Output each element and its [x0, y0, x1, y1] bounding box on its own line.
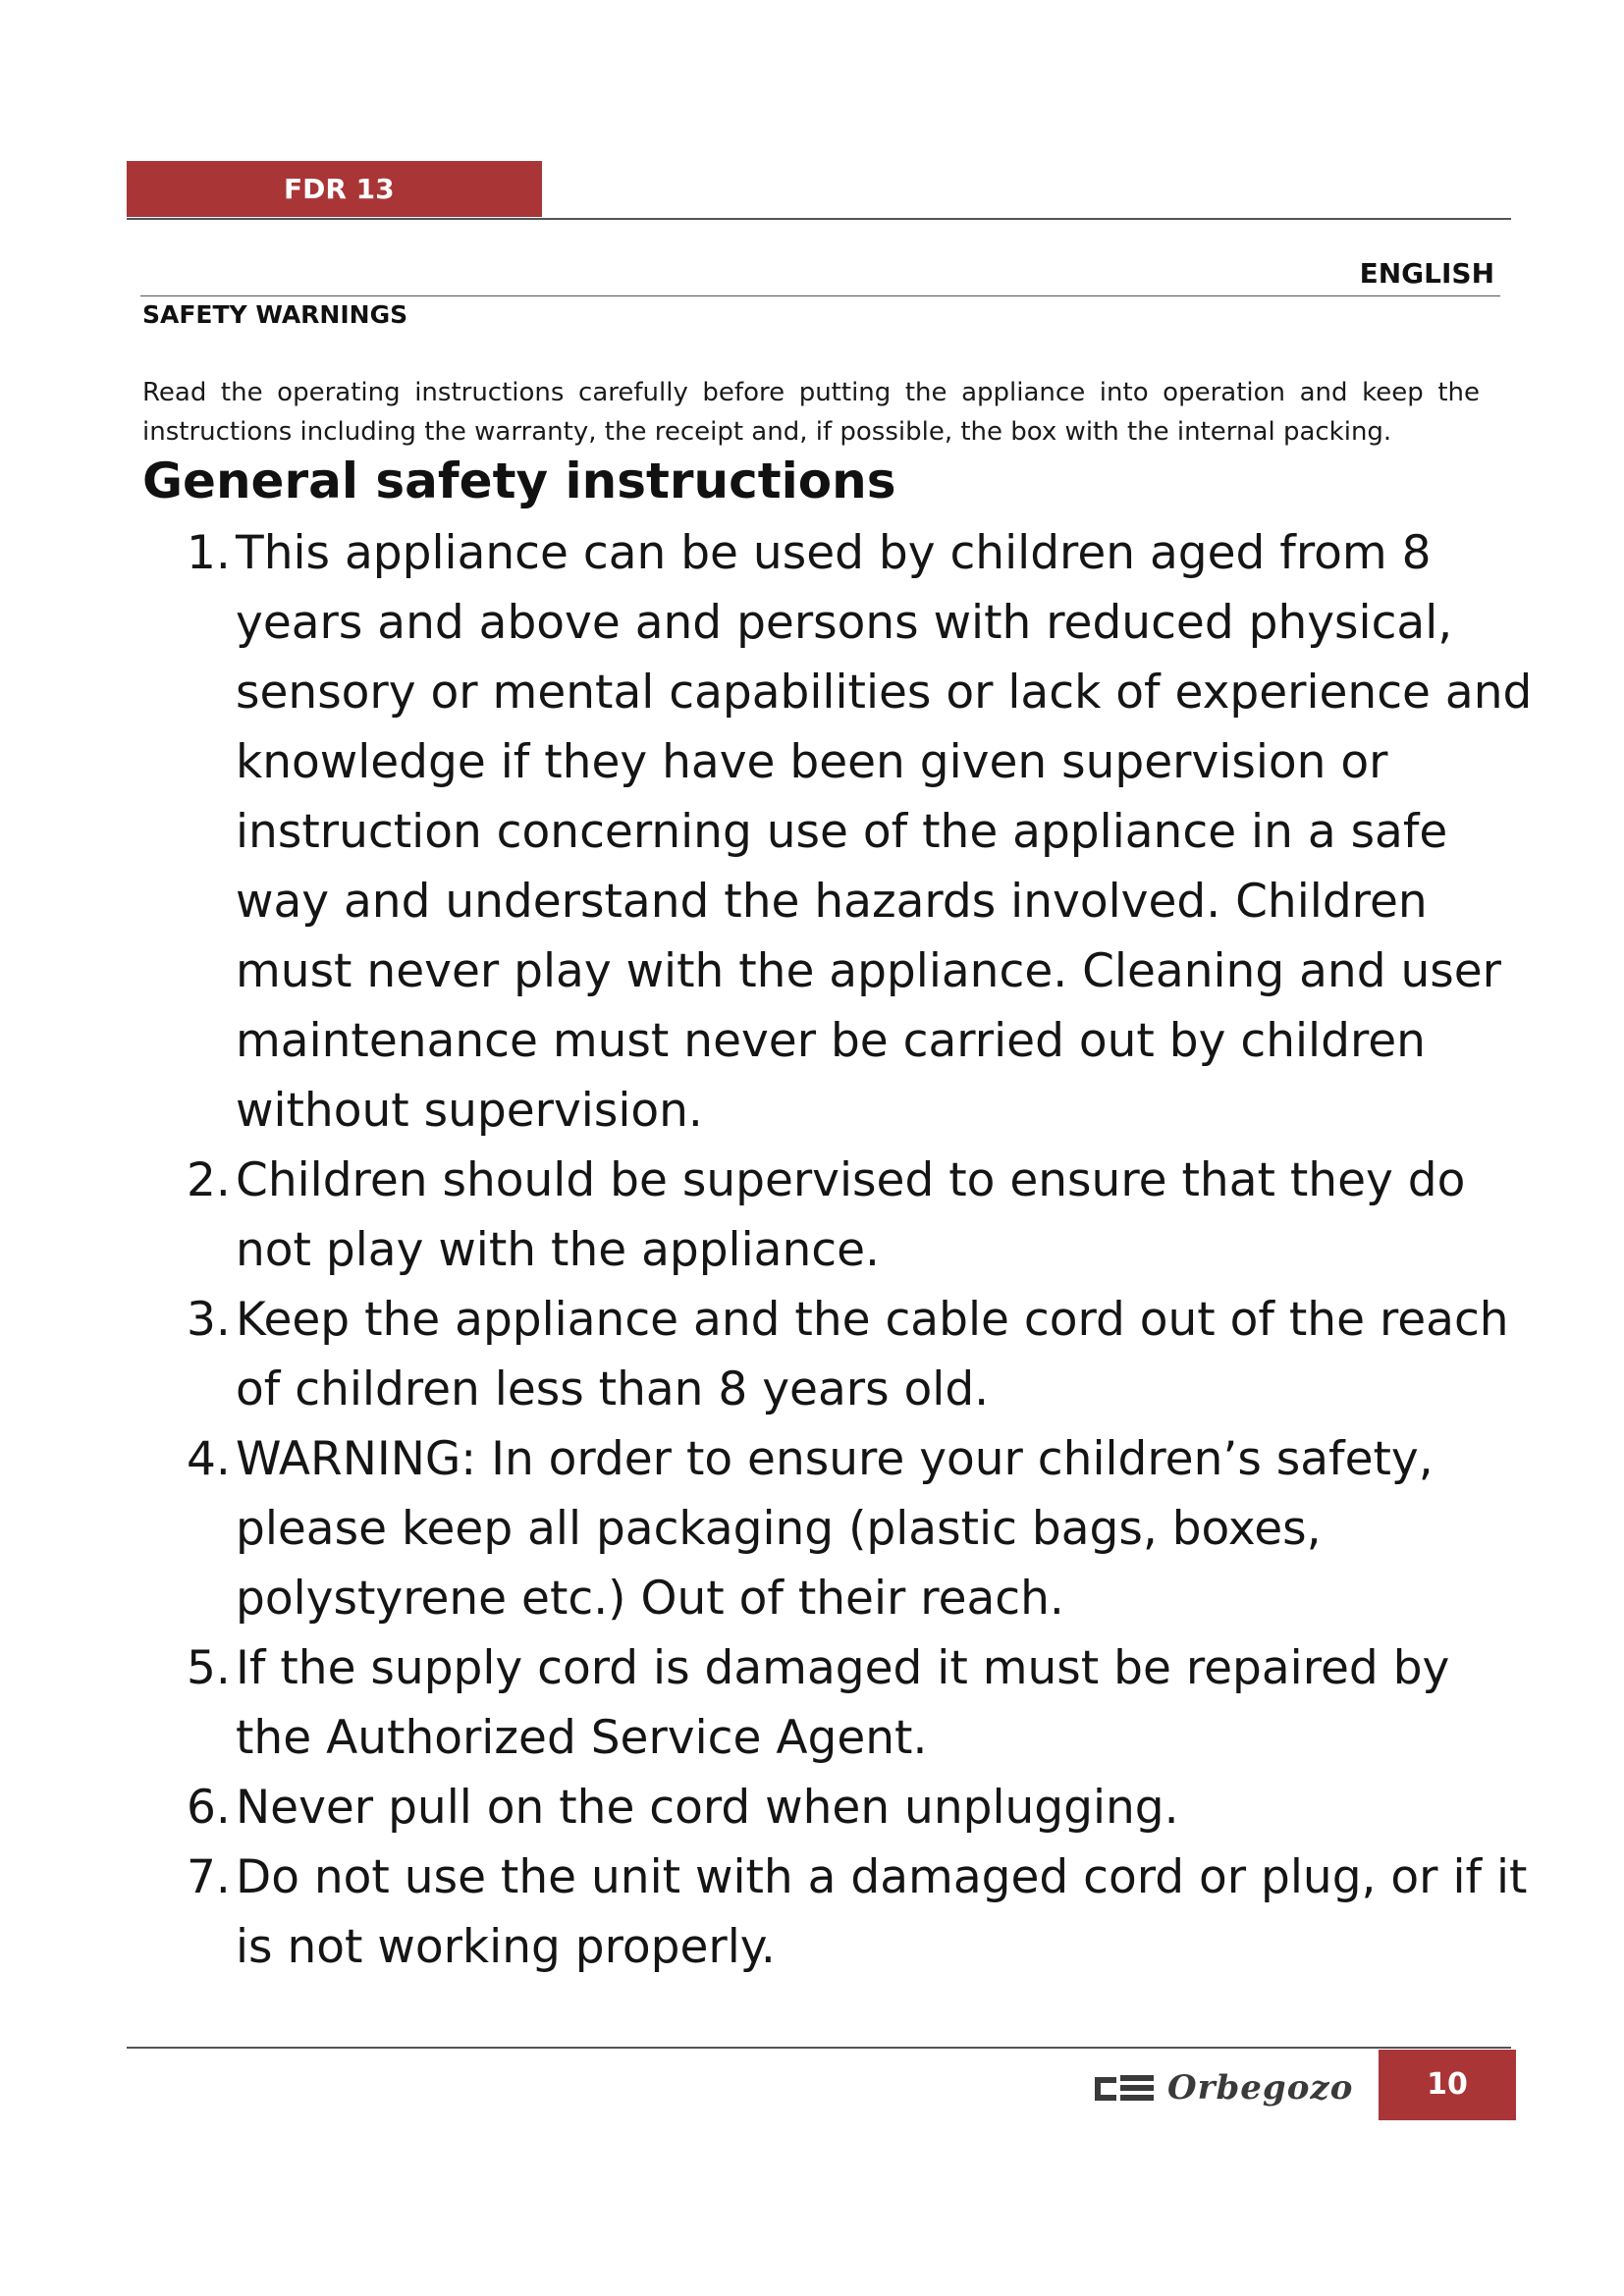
item-text: Do not use the unit with a damaged cord or plug, or if it is not working properly. [236, 1850, 1528, 1974]
item-number: 3. [187, 1293, 231, 1347]
list-item [187, 1146, 1534, 1285]
item-text: This appliance can be used by children aged from 8 years and above and persons with reduced physical, sensory or mental capabilities or lack of experience and knowledge if they have been given supervision or instruction concerning use of the appliance in a safe way and understand the hazards involved. Children must never play with the appliance. Cleaning and user maintenance must never be carried out by children without supervision. [236, 526, 1533, 1138]
item-text: Children should be supervised to ensure that they do not play with the appliance. [236, 1153, 1466, 1277]
header-divider [127, 218, 1511, 220]
intro-paragraph: Read the operating instructions carefully before putting the appliance into operation and keep the instructions including the warranty, the receipt and, if possible, the box with the internal packing. [142, 378, 1480, 447]
model-tab [127, 161, 542, 217]
brand-name: Orbegozo [1167, 2068, 1354, 2108]
page-number: 10 [1379, 2050, 1516, 2120]
list-item [187, 518, 1534, 1146]
orbegozo-logo-icon [1095, 2071, 1156, 2105]
item-text: If the supply cord is damaged it must be repaired by the Authorized Service Agent. [236, 1641, 1450, 1765]
list-item [187, 1773, 1534, 1842]
brand [1095, 2059, 1353, 2116]
instructions-list [187, 518, 1534, 1982]
item-number: 1. [187, 526, 231, 580]
item-number: 5. [187, 1641, 231, 1695]
item-text: WARNING: In order to ensure your children’s safety, please keep all packaging (plastic bags, boxes, polystyrene etc.) Out of their reach. [236, 1432, 1434, 1626]
model-name: FDR 13 [284, 173, 395, 205]
footer-divider [127, 2047, 1511, 2049]
item-number: 4. [187, 1432, 231, 1486]
list-item [187, 1424, 1534, 1633]
item-number: 2. [187, 1153, 231, 1207]
section-label: SAFETY WARNINGS [142, 300, 408, 329]
list-item [187, 1842, 1534, 1982]
page-heading: General safety instructions [142, 453, 896, 509]
language-label: ENGLISH [1359, 257, 1494, 290]
item-text: Keep the appliance and the cable cord out of the reach of children less than 8 years old. [236, 1293, 1509, 1416]
item-number: 6. [187, 1781, 231, 1835]
item-text: Never pull on the cord when unplugging. [236, 1781, 1179, 1835]
language-divider [140, 295, 1500, 296]
item-number: 7. [187, 1850, 231, 1904]
list-item [187, 1285, 1534, 1424]
list-item [187, 1633, 1534, 1773]
